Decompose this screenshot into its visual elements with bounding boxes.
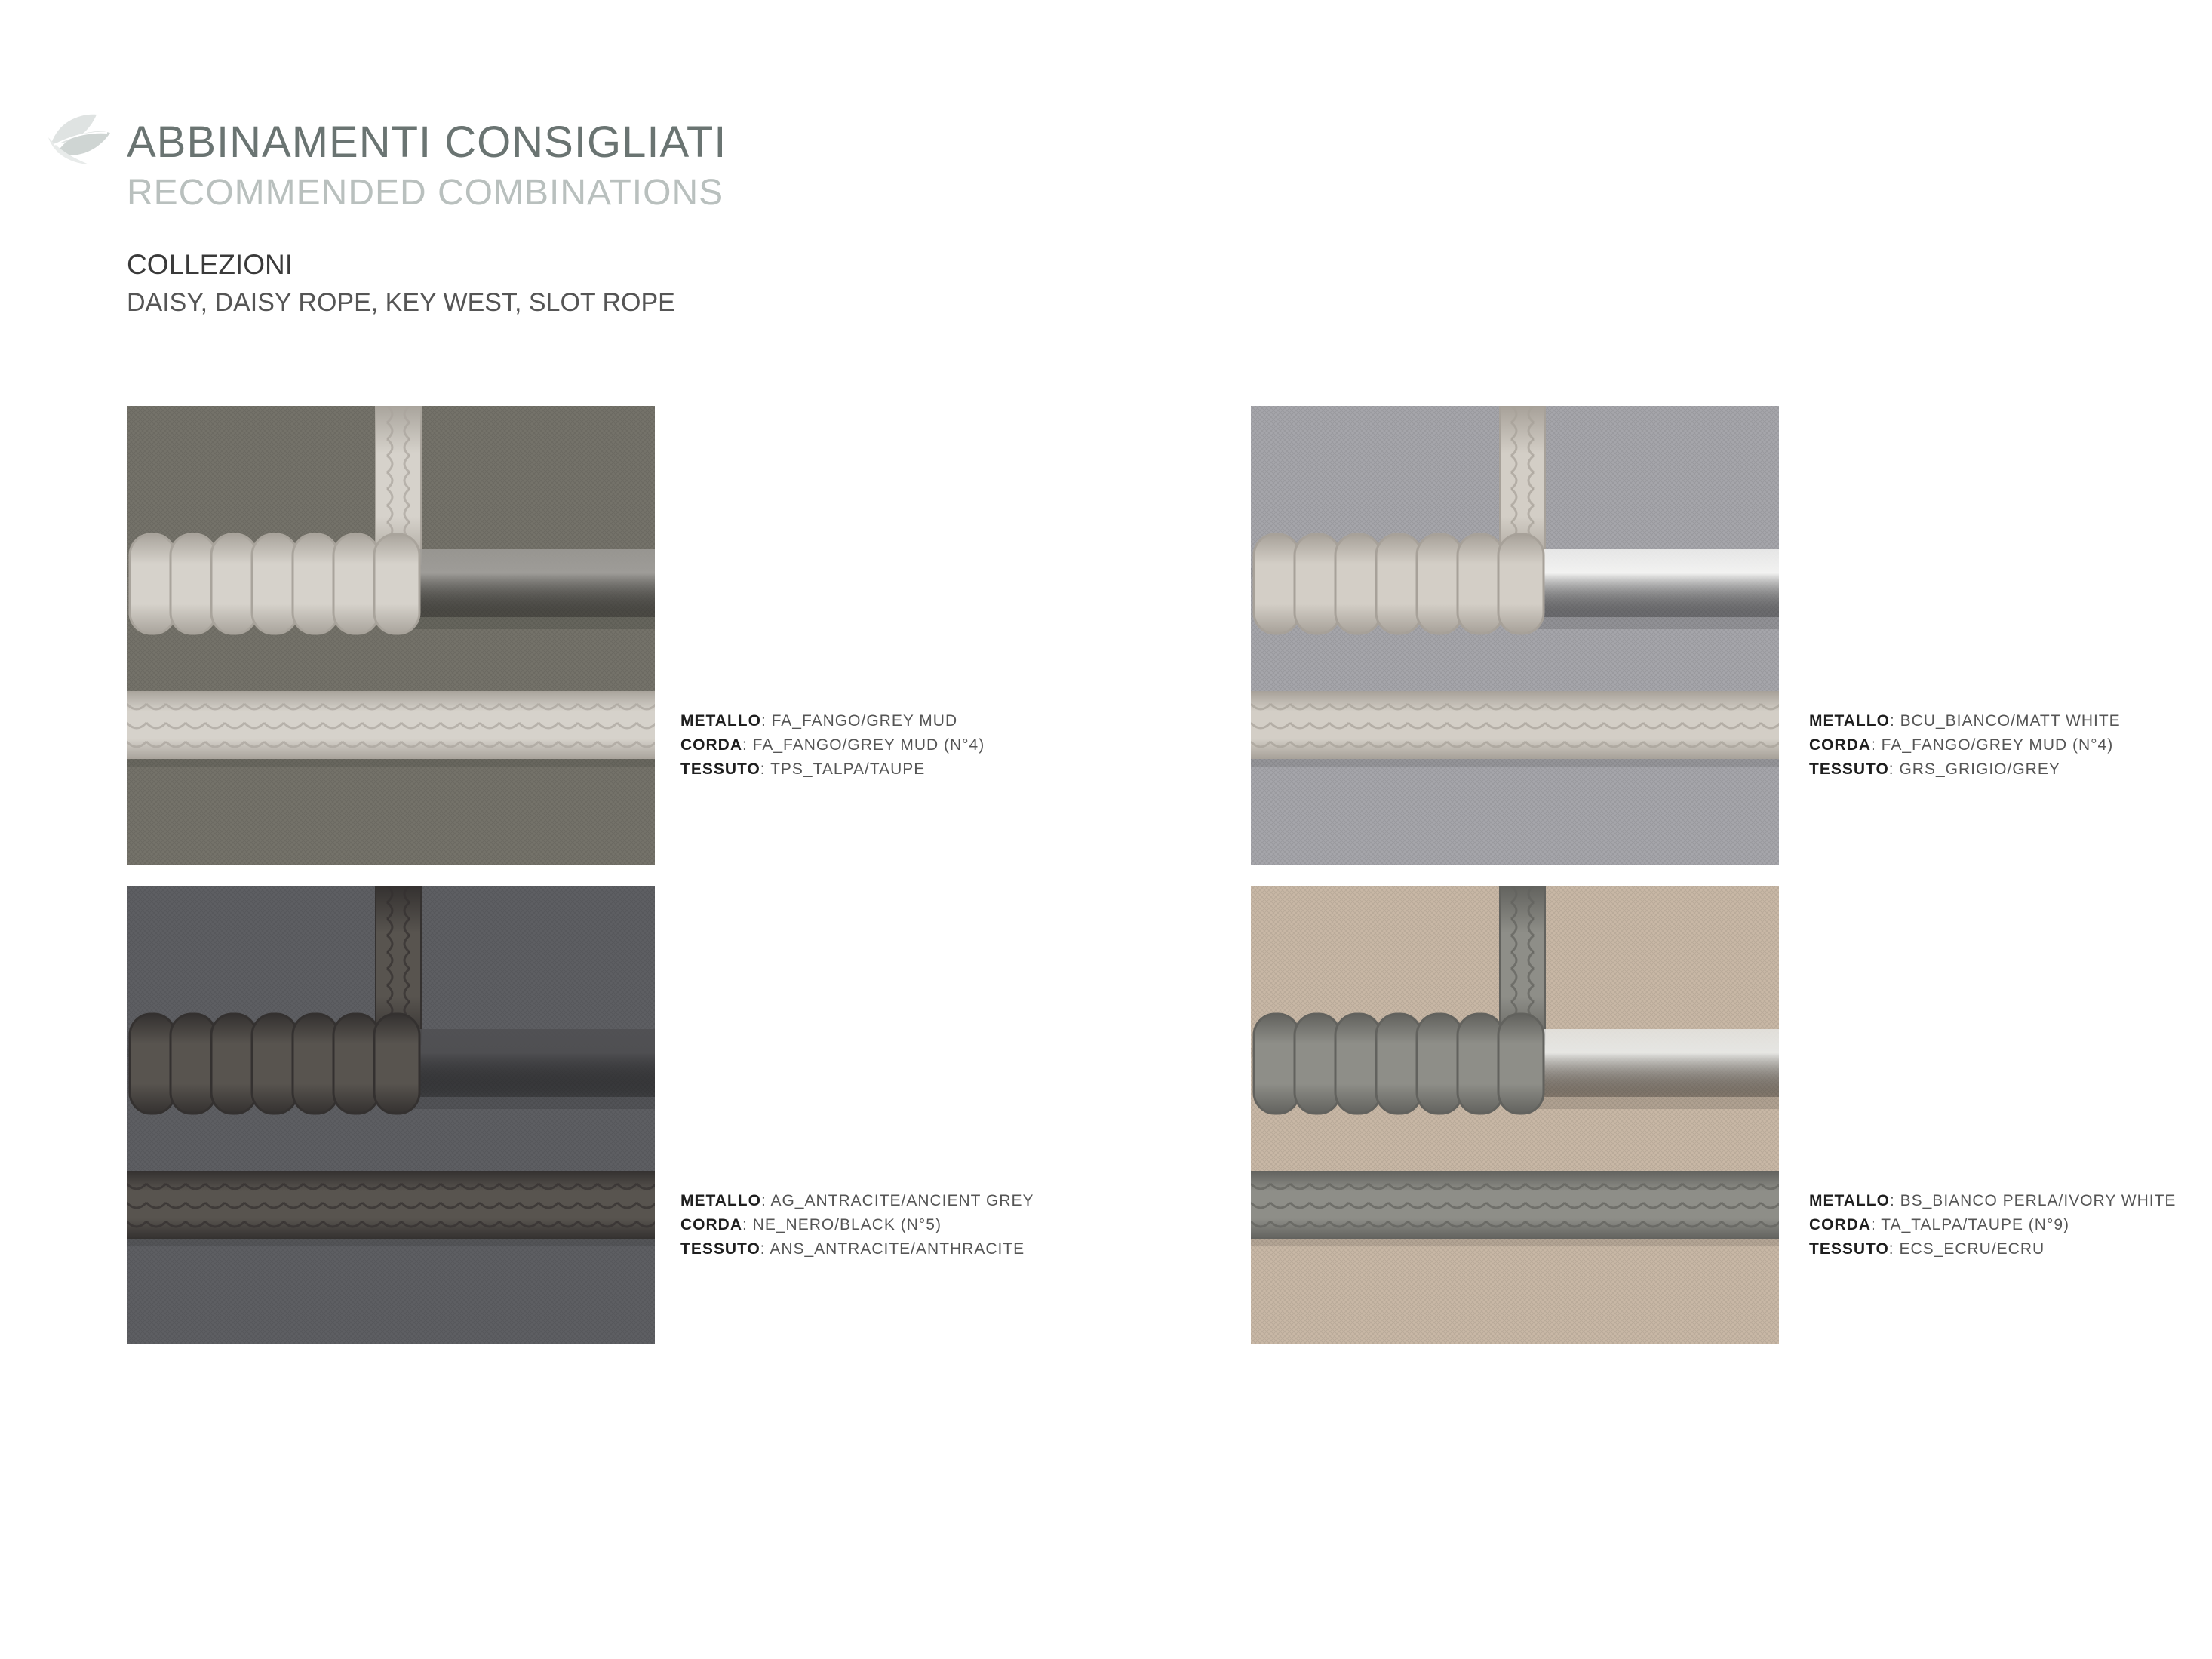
swatch-image — [1251, 886, 1779, 1344]
spec-separator: : — [760, 1240, 766, 1258]
spec-key: CORDA — [1809, 1216, 1871, 1233]
swatch-illustration — [127, 406, 655, 865]
spec-key: TESSUTO — [1809, 760, 1889, 778]
spec-block — [1809, 709, 2121, 782]
page-title: ABBINAMENTI CONSIGLIATI — [127, 118, 727, 167]
spec-value: BS_BIANCO PERLA/IVORY WHITE — [1894, 1192, 2177, 1209]
spec-row — [1809, 1189, 2176, 1213]
spec-row — [1809, 1213, 2176, 1237]
spec-row — [1809, 709, 2121, 733]
spec-block — [1809, 1189, 2176, 1261]
collections-label: COLLEZIONI — [127, 249, 293, 280]
spec-key: TESSUTO — [680, 760, 760, 778]
spec-key: METALLO — [680, 1192, 761, 1209]
leaves-icon — [44, 98, 116, 171]
spec-key: CORDA — [1809, 736, 1871, 754]
spec-row — [680, 757, 985, 782]
spec-separator: : — [1888, 1240, 1894, 1258]
spec-key: CORDA — [680, 736, 742, 754]
swatch-illustration — [1251, 886, 1779, 1344]
swatch-illustration — [1251, 406, 1779, 865]
spec-row — [680, 1189, 1034, 1213]
spec-key: METALLO — [680, 712, 761, 730]
spec-block — [680, 709, 985, 782]
spec-value: TA_TALPA/TAUPE (N°9) — [1876, 1216, 2070, 1233]
spec-row — [1809, 1237, 2176, 1261]
spec-key: METALLO — [1809, 1192, 1890, 1209]
spec-value: FA_FANGO/GREY MUD (N°4) — [1876, 736, 2114, 754]
spec-row — [680, 1237, 1034, 1261]
spec-value: ANS_ANTRACITE/ANTHRACITE — [765, 1240, 1025, 1258]
spec-separator: : — [1871, 1216, 1876, 1233]
spec-separator: : — [760, 1192, 767, 1209]
spec-separator: : — [760, 712, 767, 730]
collections-list: DAISY, DAISY ROPE, KEY WEST, SLOT ROPE — [127, 288, 675, 317]
spec-row — [680, 733, 985, 757]
spec-value: BCU_BIANCO/MATT WHITE — [1894, 712, 2121, 730]
swatch-illustration — [127, 886, 655, 1344]
spec-separator: : — [760, 760, 766, 778]
spec-key: CORDA — [680, 1216, 742, 1233]
spec-key: TESSUTO — [1809, 1240, 1889, 1258]
spec-key: METALLO — [1809, 712, 1890, 730]
spec-value: AG_ANTRACITE/ANCIENT GREY — [766, 1192, 1034, 1209]
spec-separator: : — [1889, 1192, 1895, 1209]
spec-separator: : — [1871, 736, 1876, 754]
swatch-image — [1251, 406, 1779, 865]
spec-separator: : — [1888, 760, 1894, 778]
spec-row — [1809, 757, 2121, 782]
spec-key: TESSUTO — [680, 1240, 760, 1258]
swatch-image — [127, 886, 655, 1344]
spec-row — [680, 1213, 1034, 1237]
spec-value: ECS_ECRU/ECRU — [1894, 1240, 2045, 1258]
spec-value: FA_FANGO/GREY MUD — [766, 712, 958, 730]
spec-value: GRS_GRIGIO/GREY — [1894, 760, 2060, 778]
spec-value: NE_NERO/BLACK (N°5) — [747, 1216, 942, 1233]
spec-value: FA_FANGO/GREY MUD (N°4) — [747, 736, 985, 754]
spec-separator: : — [742, 1216, 748, 1233]
spec-row — [1809, 733, 2121, 757]
spec-value: TPS_TALPA/TAUPE — [765, 760, 926, 778]
spec-block — [680, 1189, 1034, 1261]
spec-separator: : — [742, 736, 748, 754]
page-subtitle: RECOMMENDED COMBINATIONS — [127, 173, 724, 213]
spec-separator: : — [1889, 712, 1895, 730]
swatch-image — [127, 406, 655, 865]
spec-row — [680, 709, 985, 733]
